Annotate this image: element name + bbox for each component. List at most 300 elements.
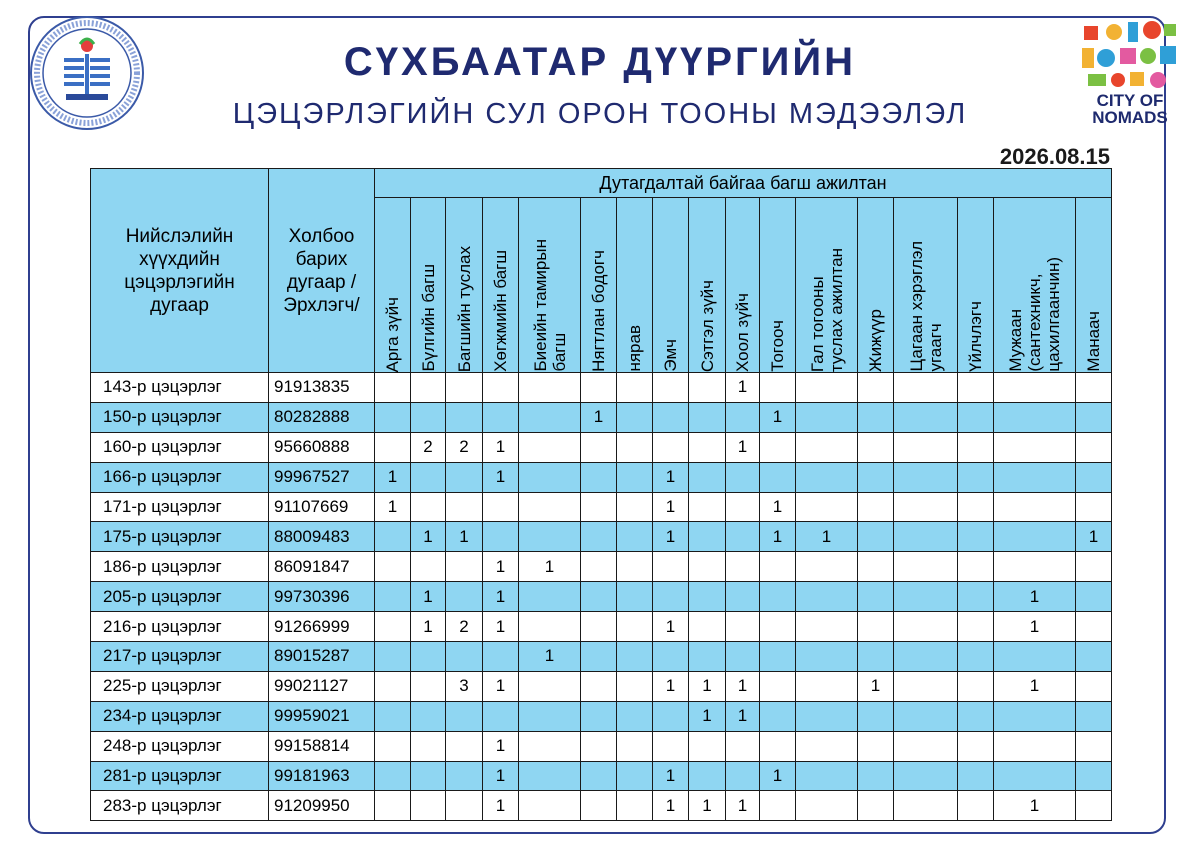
vacancy-count-cell <box>689 373 726 403</box>
vacancy-count-cell <box>519 432 581 462</box>
vacancy-count-cell <box>760 432 796 462</box>
vacancy-count-cell <box>796 492 858 522</box>
vacancy-count-cell <box>689 492 726 522</box>
vacancy-count-cell <box>411 373 446 403</box>
position-header-label: Эмч <box>661 339 680 372</box>
position-header <box>858 198 894 373</box>
vacancy-count-cell <box>760 731 796 761</box>
vacancy-count-cell <box>581 761 617 791</box>
kindergarten-name-cell: 225-р цэцэрлэг <box>91 671 269 701</box>
vacancy-count-cell: 1 <box>689 701 726 731</box>
vacancy-count-cell: 1 <box>375 492 411 522</box>
vacancy-count-cell <box>726 761 760 791</box>
vacancy-count-cell <box>894 731 958 761</box>
vacancy-count-cell <box>689 552 726 582</box>
vacancy-count-cell: 1 <box>483 552 519 582</box>
vacancy-count-cell <box>1076 612 1112 642</box>
table-row <box>91 612 1112 642</box>
vacancy-count-cell <box>617 612 653 642</box>
kindergarten-name-cell: 150-р цэцэрлэг <box>91 402 269 432</box>
vacancy-count-cell <box>519 522 581 552</box>
position-header <box>958 198 994 373</box>
vacancy-count-cell <box>617 462 653 492</box>
kindergarten-name-cell: 186-р цэцэрлэг <box>91 552 269 582</box>
position-header-label: Сэтгэл зүйч <box>697 279 717 372</box>
vacancy-count-cell <box>726 462 760 492</box>
vacancy-count-cell: 1 <box>689 791 726 821</box>
kindergarten-name-cell: 166-р цэцэрлэг <box>91 462 269 492</box>
table-row <box>91 582 1112 612</box>
vacancy-count-cell <box>894 402 958 432</box>
vacancy-count-cell <box>617 761 653 791</box>
vacancy-count-cell <box>958 552 994 582</box>
vacancy-count-cell <box>483 492 519 522</box>
vacancy-count-cell: 1 <box>653 791 689 821</box>
vacancy-count-cell <box>519 791 581 821</box>
vacancy-count-cell: 1 <box>375 462 411 492</box>
vacancy-count-cell <box>617 552 653 582</box>
vacancy-count-cell <box>726 642 760 672</box>
vacancy-count-cell: 1 <box>581 402 617 432</box>
vacancy-count-cell <box>994 432 1076 462</box>
kindergarten-name-cell: 175-р цэцэрлэг <box>91 522 269 552</box>
position-header-label: Тогооч <box>768 320 787 372</box>
vacancy-count-cell <box>411 552 446 582</box>
table-row <box>91 432 1112 462</box>
vacancy-count-cell: 1 <box>411 582 446 612</box>
vacancy-count-cell <box>1076 791 1112 821</box>
vacancy-count-cell <box>1076 432 1112 462</box>
vacancy-count-cell <box>796 761 858 791</box>
vacancy-count-cell <box>581 671 617 701</box>
vacancy-table <box>90 168 1112 821</box>
vacancy-count-cell: 1 <box>483 791 519 821</box>
contact-phone-cell: 80282888 <box>269 402 375 432</box>
kindergarten-name-cell: 283-р цэцэрлэг <box>91 791 269 821</box>
vacancy-count-cell <box>958 791 994 821</box>
table-row <box>91 522 1112 552</box>
table-row <box>91 761 1112 791</box>
contact-phone-cell: 88009483 <box>269 522 375 552</box>
position-header <box>894 198 958 373</box>
vacancy-count-cell <box>483 642 519 672</box>
vacancy-count-cell <box>581 492 617 522</box>
vacancy-count-cell <box>796 791 858 821</box>
vacancy-count-cell <box>958 642 994 672</box>
vacancy-count-cell <box>375 582 411 612</box>
table-row <box>91 731 1112 761</box>
vacancy-count-cell <box>858 612 894 642</box>
vacancy-count-cell: 1 <box>483 432 519 462</box>
table-row <box>91 492 1112 522</box>
vacancy-count-cell <box>726 402 760 432</box>
contact-phone-cell: 99158814 <box>269 731 375 761</box>
vacancy-count-cell <box>1076 492 1112 522</box>
vacancy-count-cell: 1 <box>483 612 519 642</box>
report-date: 2026.08.15 <box>999 144 1110 169</box>
vacancy-count-cell <box>446 731 483 761</box>
vacancy-count-cell: 1 <box>653 522 689 552</box>
vacancy-count-cell <box>375 402 411 432</box>
vacancy-count-cell <box>1076 582 1112 612</box>
position-header-label: Хөгжмийн багш <box>491 250 510 372</box>
vacancy-count-cell <box>858 432 894 462</box>
vacancy-count-cell <box>796 642 858 672</box>
position-header <box>796 198 858 373</box>
vacancy-count-cell <box>726 582 760 612</box>
vacancy-count-cell: 3 <box>446 671 483 701</box>
vacancy-count-cell: 1 <box>796 522 858 552</box>
vacancy-count-cell <box>581 582 617 612</box>
vacancy-count-cell <box>519 761 581 791</box>
vacancy-count-cell: 1 <box>411 522 446 552</box>
vacancy-count-cell <box>483 701 519 731</box>
position-header <box>519 198 581 373</box>
vacancy-count-cell <box>958 522 994 552</box>
vacancy-count-cell <box>653 701 689 731</box>
vacancy-count-cell <box>894 373 958 403</box>
vacancy-count-cell <box>519 582 581 612</box>
vacancy-table-body <box>91 373 1112 821</box>
vacancy-count-cell <box>796 612 858 642</box>
vacancy-count-cell <box>858 701 894 731</box>
vacancy-count-cell: 1 <box>858 671 894 701</box>
vacancy-count-cell <box>796 373 858 403</box>
vacancy-count-cell <box>958 582 994 612</box>
position-header-label: Бүлгийн багш <box>418 264 438 372</box>
contact-phone-cell: 99959021 <box>269 701 375 731</box>
vacancy-count-cell <box>894 642 958 672</box>
vacancy-count-cell <box>411 791 446 821</box>
position-header <box>581 198 617 373</box>
vacancy-count-cell <box>796 701 858 731</box>
position-header-label: Манаач <box>1084 311 1103 372</box>
vacancy-count-cell <box>760 791 796 821</box>
vacancy-count-cell: 1 <box>760 402 796 432</box>
vacancy-count-cell <box>411 402 446 432</box>
contact-phone-cell: 91107669 <box>269 492 375 522</box>
vacancy-count-cell <box>726 731 760 761</box>
contact-phone-cell: 99967527 <box>269 462 375 492</box>
position-header-label: Цагаан хэрэглэл угаагч <box>906 241 945 372</box>
kindergarten-name-cell: 248-р цэцэрлэг <box>91 731 269 761</box>
vacancy-count-cell <box>689 761 726 791</box>
vacancy-count-cell <box>581 552 617 582</box>
position-header-label: Үйлчлэгч <box>966 300 985 372</box>
vacancy-count-cell <box>411 462 446 492</box>
vacancy-count-cell <box>760 642 796 672</box>
vacancy-count-cell <box>796 462 858 492</box>
vacancy-count-cell <box>375 671 411 701</box>
vacancy-count-cell: 1 <box>483 462 519 492</box>
vacancy-count-cell <box>689 612 726 642</box>
vacancy-count-cell <box>446 582 483 612</box>
vacancy-count-cell <box>958 373 994 403</box>
vacancy-count-cell: 1 <box>483 731 519 761</box>
table-row <box>91 552 1112 582</box>
kindergarten-name-cell: 281-р цэцэрлэг <box>91 761 269 791</box>
vacancy-count-cell <box>519 671 581 701</box>
kindergarten-name-cell: 160-р цэцэрлэг <box>91 432 269 462</box>
vacancy-count-cell: 1 <box>994 612 1076 642</box>
vacancy-count-cell <box>375 761 411 791</box>
vacancy-count-cell <box>994 402 1076 432</box>
vacancy-count-cell: 1 <box>653 492 689 522</box>
vacancy-count-cell: 1 <box>760 492 796 522</box>
vacancy-count-cell <box>689 522 726 552</box>
vacancy-count-cell <box>617 492 653 522</box>
position-header-label: Багшийн туслах <box>454 245 474 372</box>
vacancy-count-cell: 1 <box>519 552 581 582</box>
vacancy-count-cell <box>617 671 653 701</box>
vacancy-count-cell <box>617 522 653 552</box>
vacancy-count-cell <box>653 552 689 582</box>
position-header-label: Жижүүр <box>866 308 885 372</box>
vacancy-count-cell <box>1076 671 1112 701</box>
vacancy-count-cell <box>446 552 483 582</box>
contact-phone-cell: 89015287 <box>269 642 375 672</box>
vacancy-count-cell: 1 <box>994 582 1076 612</box>
vacancy-count-cell: 1 <box>653 462 689 492</box>
table-row <box>91 671 1112 701</box>
vacancy-count-cell <box>958 612 994 642</box>
table-row <box>91 642 1112 672</box>
vacancy-count-cell <box>617 791 653 821</box>
vacancy-count-cell <box>994 731 1076 761</box>
missing-staff-header: Дутагдалтай байгаа багш ажилтан <box>375 169 1112 198</box>
position-header-label: Биеийн тамирын багш <box>530 239 569 372</box>
vacancy-count-cell <box>689 432 726 462</box>
vacancy-count-cell <box>411 761 446 791</box>
contact-phone-cell: 99021127 <box>269 671 375 701</box>
education-department-logo-icon <box>28 14 146 132</box>
vacancy-count-cell <box>446 373 483 403</box>
vacancy-count-cell <box>858 731 894 761</box>
vacancy-count-cell <box>446 791 483 821</box>
table-row <box>91 402 1112 432</box>
vacancy-count-cell <box>581 731 617 761</box>
vacancy-count-cell <box>760 671 796 701</box>
position-header-label: Арга зүйч <box>383 296 402 372</box>
vacancy-count-cell <box>894 462 958 492</box>
vacancy-count-cell <box>617 731 653 761</box>
vacancy-count-cell <box>760 701 796 731</box>
vacancy-count-cell <box>653 432 689 462</box>
vacancy-count-cell <box>958 402 994 432</box>
position-header <box>994 198 1076 373</box>
vacancy-count-cell <box>958 671 994 701</box>
vacancy-count-cell <box>519 492 581 522</box>
vacancy-count-cell <box>726 612 760 642</box>
vacancy-count-cell <box>581 462 617 492</box>
vacancy-count-cell <box>894 432 958 462</box>
vacancy-count-cell: 1 <box>653 612 689 642</box>
kindergarten-name-cell: 143-р цэцэрлэг <box>91 373 269 403</box>
contact-phone-cell: 86091847 <box>269 552 375 582</box>
vacancy-count-cell <box>411 731 446 761</box>
vacancy-count-cell: 1 <box>653 761 689 791</box>
position-header <box>653 198 689 373</box>
position-header <box>760 198 796 373</box>
vacancy-count-cell <box>411 701 446 731</box>
vacancy-count-cell <box>858 642 894 672</box>
vacancy-count-cell <box>796 432 858 462</box>
vacancy-count-cell <box>958 462 994 492</box>
vacancy-count-cell <box>375 642 411 672</box>
vacancy-count-cell <box>446 492 483 522</box>
position-header-label: Мужаан (сантехникч, цахилгаанчин) <box>1006 257 1063 372</box>
kindergarten-name-cell: 217-р цэцэрлэг <box>91 642 269 672</box>
vacancy-count-cell <box>446 462 483 492</box>
vacancy-count-cell <box>617 402 653 432</box>
vacancy-count-cell <box>1076 373 1112 403</box>
vacancy-count-cell: 1 <box>483 761 519 791</box>
vacancy-count-cell <box>519 462 581 492</box>
vacancy-count-cell <box>581 432 617 462</box>
vacancy-count-cell <box>375 731 411 761</box>
vacancy-count-cell <box>689 462 726 492</box>
vacancy-count-cell <box>894 492 958 522</box>
vacancy-count-cell <box>617 701 653 731</box>
vacancy-count-cell <box>689 582 726 612</box>
vacancy-count-cell <box>894 582 958 612</box>
vacancy-count-cell <box>617 373 653 403</box>
vacancy-count-cell <box>796 552 858 582</box>
vacancy-count-cell <box>446 761 483 791</box>
vacancy-count-cell <box>958 731 994 761</box>
vacancy-count-cell <box>653 731 689 761</box>
kindergarten-name-cell: 171-р цэцэрлэг <box>91 492 269 522</box>
kindergarten-name-cell: 216-р цэцэрлэг <box>91 612 269 642</box>
vacancy-count-cell <box>760 462 796 492</box>
vacancy-count-cell <box>581 373 617 403</box>
vacancy-count-cell <box>894 701 958 731</box>
vacancy-count-cell <box>994 701 1076 731</box>
vacancy-count-cell <box>958 761 994 791</box>
vacancy-count-cell <box>375 552 411 582</box>
vacancy-count-cell <box>994 373 1076 403</box>
vacancy-count-cell <box>858 522 894 552</box>
page-title: СҮХБААТАР ДҮҮРГИЙН <box>343 40 857 84</box>
vacancy-count-cell <box>581 642 617 672</box>
vacancy-count-cell <box>617 582 653 612</box>
vacancy-count-cell <box>581 522 617 552</box>
vacancy-count-cell <box>1076 731 1112 761</box>
vacancy-count-cell <box>411 642 446 672</box>
vacancy-count-cell <box>653 373 689 403</box>
vacancy-count-cell: 1 <box>726 701 760 731</box>
vacancy-count-cell <box>726 552 760 582</box>
vacancy-count-cell <box>446 701 483 731</box>
vacancy-count-cell: 1 <box>653 671 689 701</box>
vacancy-count-cell: 1 <box>726 373 760 403</box>
vacancy-count-cell <box>894 671 958 701</box>
vacancy-count-cell <box>1076 462 1112 492</box>
position-header-label: Гал тогооны туслах ажилтан <box>807 247 846 372</box>
vacancy-count-cell: 1 <box>689 671 726 701</box>
vacancy-count-cell <box>483 373 519 403</box>
vacancy-count-cell <box>994 761 1076 791</box>
vacancy-count-cell <box>519 373 581 403</box>
position-header <box>689 198 726 373</box>
vacancy-count-cell <box>760 582 796 612</box>
vacancy-count-cell <box>796 402 858 432</box>
vacancy-count-cell <box>858 402 894 432</box>
vacancy-count-cell <box>519 701 581 731</box>
vacancy-count-cell: 1 <box>411 612 446 642</box>
vacancy-count-cell <box>375 373 411 403</box>
vacancy-count-cell: 1 <box>726 432 760 462</box>
vacancy-count-cell: 1 <box>760 522 796 552</box>
vacancy-count-cell <box>994 522 1076 552</box>
vacancy-count-cell <box>617 432 653 462</box>
table-row <box>91 373 1112 403</box>
vacancy-count-cell <box>653 582 689 612</box>
contact-phone-cell: 91266999 <box>269 612 375 642</box>
vacancy-count-cell <box>411 671 446 701</box>
position-header <box>483 198 519 373</box>
vacancy-count-cell <box>858 761 894 791</box>
vacancy-count-cell: 1 <box>994 791 1076 821</box>
vacancy-count-cell <box>519 731 581 761</box>
vacancy-count-cell <box>858 582 894 612</box>
contact-phone-cell: 99181963 <box>269 761 375 791</box>
page-subtitle: ЦЭЦЭРЛЭГИЙН СУЛ ОРОН ТООНЫ МЭДЭЭЛЭЛ <box>232 98 968 130</box>
city-of-nomads-logo-text: CITY OF NOMADS <box>1092 91 1168 127</box>
kindergarten-name-cell: 234-р цэцэрлэг <box>91 701 269 731</box>
vacancy-count-cell <box>958 701 994 731</box>
vacancy-count-cell <box>994 552 1076 582</box>
vacancy-count-cell <box>1076 761 1112 791</box>
vacancy-count-cell <box>994 492 1076 522</box>
vacancy-count-cell <box>1076 402 1112 432</box>
vacancy-count-cell <box>858 462 894 492</box>
table-row <box>91 701 1112 731</box>
vacancy-count-cell <box>689 731 726 761</box>
vacancy-count-cell <box>689 402 726 432</box>
vacancy-count-cell <box>994 462 1076 492</box>
position-header <box>726 198 760 373</box>
vacancy-count-cell <box>1076 701 1112 731</box>
contact-number-header: Холбоо барих дугаар /Эрхлэгч/ <box>269 169 375 373</box>
vacancy-count-cell <box>375 701 411 731</box>
contact-phone-cell: 91209950 <box>269 791 375 821</box>
position-header <box>617 198 653 373</box>
vacancy-count-cell <box>653 642 689 672</box>
kindergarten-name-cell: 205-р цэцэрлэг <box>91 582 269 612</box>
vacancy-count-cell <box>894 612 958 642</box>
vacancy-count-cell <box>760 552 796 582</box>
vacancy-count-cell <box>726 492 760 522</box>
vacancy-count-cell <box>375 791 411 821</box>
vacancy-count-cell <box>894 761 958 791</box>
vacancy-count-cell <box>446 402 483 432</box>
vacancy-count-cell <box>375 522 411 552</box>
vacancy-count-cell <box>519 402 581 432</box>
vacancy-count-cell <box>760 373 796 403</box>
vacancy-count-cell <box>796 731 858 761</box>
vacancy-count-cell <box>581 612 617 642</box>
vacancy-count-cell: 2 <box>446 612 483 642</box>
vacancy-count-cell: 1 <box>760 761 796 791</box>
vacancy-count-cell <box>483 522 519 552</box>
vacancy-count-cell <box>1076 642 1112 672</box>
vacancy-count-cell: 1 <box>726 671 760 701</box>
table-row <box>91 791 1112 821</box>
vacancy-count-cell <box>894 522 958 552</box>
vacancy-count-cell: 1 <box>726 791 760 821</box>
contact-phone-cell: 95660888 <box>269 432 375 462</box>
